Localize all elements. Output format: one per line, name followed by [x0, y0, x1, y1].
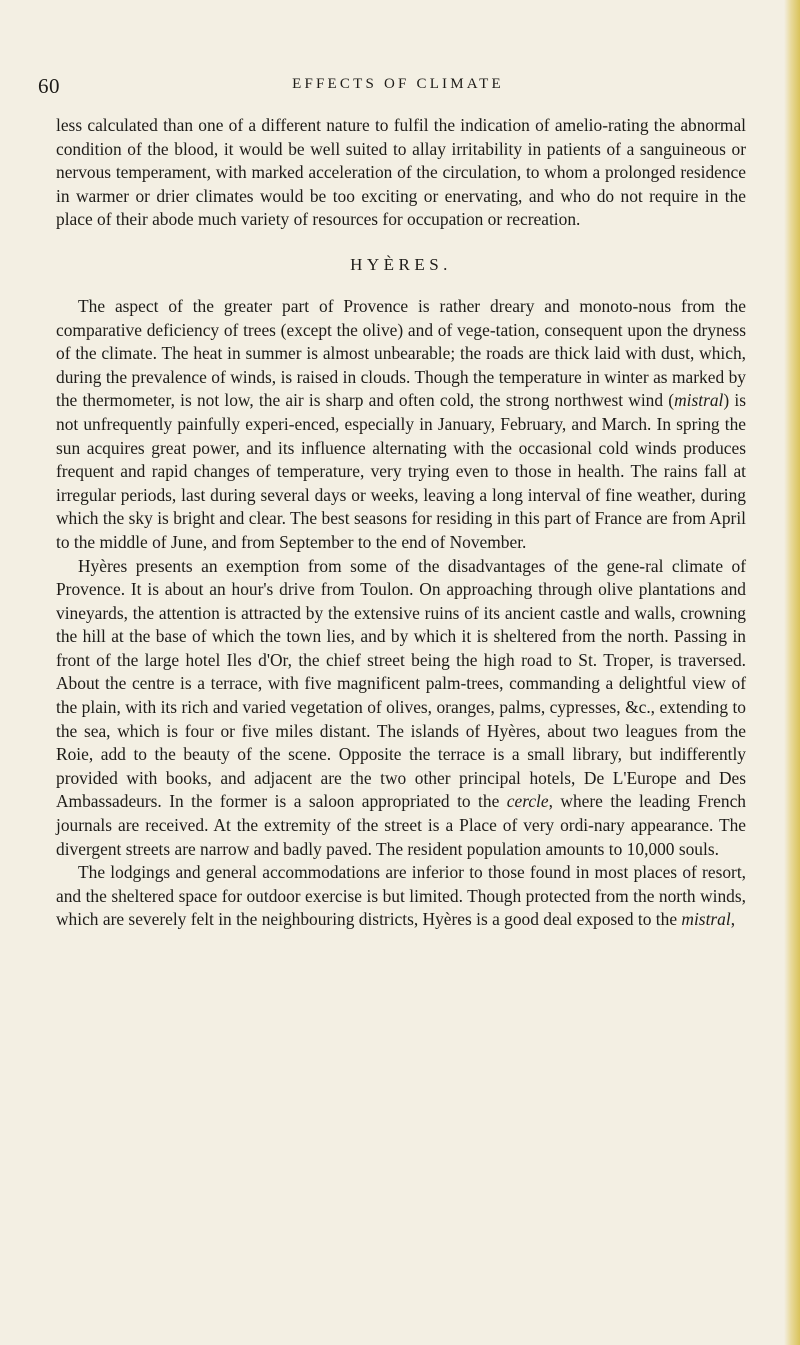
page-edge: [784, 0, 800, 1345]
paragraph-text: Hyères presents an exemption from some of the disadvantages of the gene-ral climate of Provence. It is about an hour's drive from Toulon. On approaching through olive plantations and vineyards, the attention is attracted by the extensive ruins of its ancient castle and walls, crowning the hill at the base of which the town lies, and by which it is sheltered from the north. Passing in front of the large hotel Iles d'Or, the chief street being the high road to St. Troper, is traversed. About the centre is a terrace, with five magnificent palm-trees, commanding a delightful view of the plain, with its rich and varied vegetation of olives, oranges, palms, cypresses, &c., extending to the sea, which is four or five miles distant. The islands of Hyères, about two leagues from the Roie, add to the beauty of the scene. Opposite the terrace is a small library, but indifferently provided with books, and adjacent are the two other principal hotels, De L'Europe and Des Ambassadeurs. In the former is a saloon appropriated to the: [56, 555, 746, 812]
paragraph-text: , where the leading French journals are received. At the extremity of the street is a Place of very ordi-nary appearance. The divergent streets are narrow and badly paved. The resident population amounts to 10,000 souls.: [56, 791, 746, 859]
intro-paragraph: less calculated than one of a different nature to fulfil the indication of amelio-rating the abnormal condition of the blood, it would be well suited to allay irritability in patients of a sanguineous or nervous temperament, with marked acceleration of the circulation, to whom a prolonged residence in warmer or drier climates would be too exciting or enervating, and who do not require in the place of their abode much variety of resources for occupation or recreation.: [56, 115, 746, 230]
paragraph-text: The lodgings and general accommodations are inferior to those found in most places of resort, and the sheltered space for outdoor exercise is but limited. Though protected from the north winds, which are severely felt in the neighbouring districts, Hyères is a good deal exposed to the: [56, 862, 746, 930]
running-head: EFFECTS OF CLIMATE: [292, 76, 504, 92]
paragraph-hyeres: [56, 555, 746, 862]
paragraph-text: The aspect of the greater part of Provence is rather dreary and monoto-nous from the comparative deficiency of trees (except the olive) and of vege-tation, consequent upon the dryness of the climate. The heat in summer is almost unbearable; the roads are thick laid with dust, which, during the prevalence of winds, is raised in clouds. Though the temperature in winter as marked by the thermometer, is not low, the air is sharp and often cold, the strong northwest wind (: [56, 295, 746, 411]
section-title: HYÈRES.: [350, 254, 452, 274]
italic-term: cercle: [506, 791, 549, 812]
paragraph-text: ) is not unfrequently painfully experi-enced, especially in January, February, and March. In spring the sun acquires great power, and its influence alternating with the occasional cold winds produces frequent and rapid changes of temperature, very trying even to those in health. The rains fall at irregular periods, last during several days or weeks, leaving a long interval of fine weather, during which the sky is bright and clear. The best seasons for residing in this part of France are from April to the middle of June, and from September to the end of November.: [56, 390, 746, 552]
italic-term: mistral: [681, 909, 731, 930]
page-number: 60: [38, 74, 60, 98]
paragraph-provence: [56, 295, 746, 555]
page-body: [56, 114, 746, 932]
paragraph-lodgings: [56, 861, 746, 932]
page-header: [38, 74, 758, 98]
paragraph-text: ,: [730, 909, 736, 930]
italic-term: mistral: [674, 390, 724, 411]
